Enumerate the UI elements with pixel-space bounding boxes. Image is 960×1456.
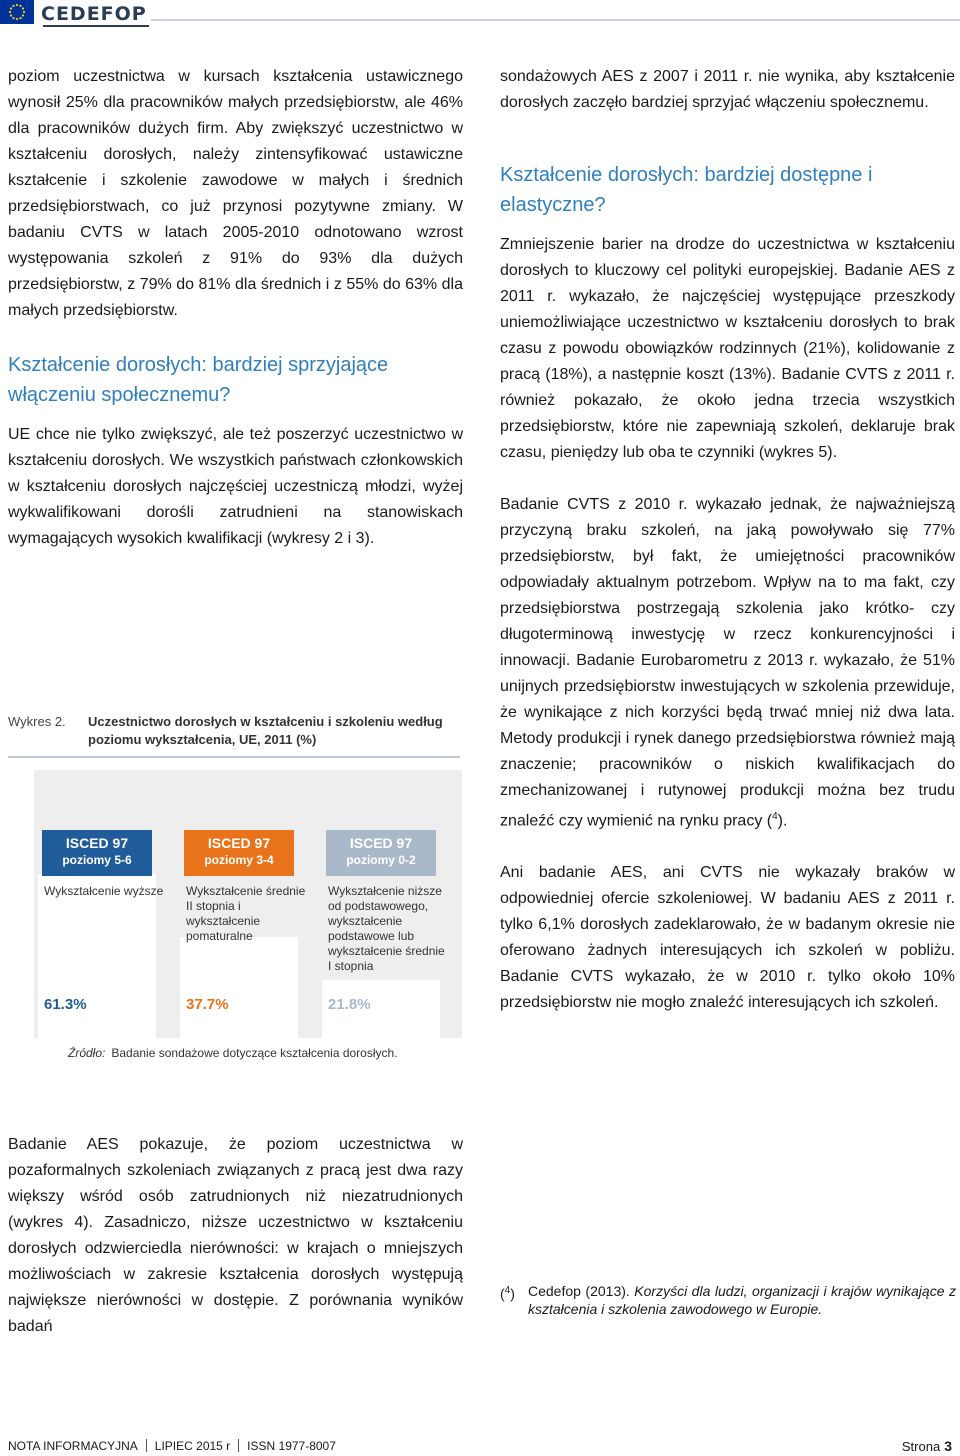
page-label: Strona — [901, 1439, 941, 1454]
chart-bar — [180, 937, 298, 1038]
participation-value-label: 37.7% — [186, 996, 229, 1013]
isced-levels: poziomy 0-2 — [346, 853, 416, 867]
page-header — [0, 0, 960, 34]
section-heading-inclusion: Kształcenie dorosłych: bardziej sprzyjające włączeniu społecznemu? — [8, 354, 389, 406]
right-column — [500, 64, 955, 1016]
participation-value-label: 61.3% — [44, 996, 87, 1013]
footnote-citation: Cedefop (2013). — [528, 1283, 635, 1299]
chart-header — [8, 708, 463, 754]
footer-issn: ISSN 1977-8007 — [247, 1439, 336, 1453]
left-column — [8, 64, 463, 552]
isced-level-box — [42, 830, 152, 876]
right-paragraph-3-end: ). — [777, 812, 788, 830]
chart-label: Wykres 2. — [8, 714, 66, 729]
footnote-text — [528, 1282, 956, 1318]
chart-source — [68, 1046, 398, 1060]
footnote — [500, 1282, 956, 1318]
isced-levels: poziomy 5-6 — [62, 853, 132, 867]
left-paragraph-1: poziom uczestnictwa w kursach kształcenia ustawicznego wynosił 25% dla pracowników małych przedsiębiorstw, ale 46% dla pracowników dużych firm. Aby zwiększyć uczestnictwo w kształceniu dorosłych, należy zintensyfikować ustawiczne kształcenie i szkolenie zawodowe w małych i średnich przedsiębiorstwach, co już przynosi pozytywne zmiany. W badaniu CVTS w latach 2005-2010 odnotowano wzrost występowania szkoleń z 91% do 93% dla dużych przedsiębiorstw, z 79% do 81% dla średnich i z 55% do 63% dla małych przedsiębiorstw. — [8, 68, 463, 319]
right-paragraph-1: sondażowych AES z 2007 i 2011 r. nie wynika, aby kształcenie dorosłych zaczęło bardziej sprzyjać włączeniu społecznemu. — [500, 68, 955, 111]
footer-meta — [8, 1439, 336, 1453]
right-paragraph-3 — [500, 492, 955, 834]
right-paragraph-3-text: Badanie CVTS z 2010 r. wykazało jednak, że najważniejszą przyczyną braku szkoleń, na jaką powoływało się 77% przedsiębiorstw, był fakt, że umiejętności pracowników odpowiadały aktualnym potrzebom. Wpływ na to ma fakt, czy przedsiębiorstwa postrzegają szkolenia jako krótko- czy długoterminową inwestycję w rzecz konkurencyjności i innowacji. Badanie Eurobarometru z 2013 r. wykazało, że 51% unijnych przedsiębiorstw inwestujących w szkolenia przewiduje, że wynikające z nich korzyści będą trwać mniej niż dwa lata. Metody produkcji i rynek danego przedsiębiorstwa również mają znaczenie; pracowników o niskich kwalifikacjach do zmechanizowanej i rutynowej produkcji można bez trudu znaleźć czy wymienić na rynku pracy ( — [500, 496, 955, 830]
section-heading-access: Kształcenie dorosłych: bardziej dostępne i elastyczne? — [500, 164, 873, 216]
chart-plot-area — [34, 770, 462, 1038]
chart-title: Uczestnictwo dorosłych w kształceniu i szkoleniu według poziomu wykształcenia, UE, 2011 (%) — [88, 714, 443, 747]
footer-page — [902, 1438, 952, 1454]
chart-wykres-2 — [8, 708, 463, 1058]
cedefop-logo — [41, 3, 151, 27]
footnote-title: Korzyści dla ludzi, organizacji i krajów wynikające z kształcenia i szkolenia zawodowego w Europie. — [528, 1283, 956, 1317]
logo-text: CEDEFOP — [41, 3, 147, 25]
footnote-close: ) — [510, 1285, 515, 1302]
source-label: Źródło: — [68, 1046, 106, 1060]
education-level-label: Wykształcenie wyższe — [44, 884, 164, 898]
left-paragraph-3: Badanie AES pokazuje, że poziom uczestnictwa w pozaformalnych szkoleniach związanych z pracą jest dwa razy większy wśród osób zatrudnionych niż niezatrudnionych (wykres 4). Zasadniczo, niższe uczestnictwo w kształceniu dorosłych odzwierciedla nierówności: w krajach o mniejszych możliwościach w zakresie kształcenia dorosłych występują największe nierówności w dostępie. Z porównania wyników badań — [8, 1136, 463, 1335]
education-level-label: Wykształcenie niższe od podstawowego, wykształcenie podstawowe lub wykształcenie średnie I stopnia — [328, 884, 445, 973]
footnote-number — [500, 1282, 515, 1303]
footer-date: LIPIEC 2015 r — [154, 1439, 231, 1453]
source-text: Badanie sondażowe dotyczące kształcenia dorosłych. — [111, 1046, 398, 1060]
isced-level-box — [326, 830, 436, 876]
footnote-open: ( — [500, 1285, 505, 1302]
isced-code: ISCED 97 — [349, 835, 413, 851]
left-column-bottom — [8, 1132, 463, 1340]
isced-levels: poziomy 3-4 — [204, 853, 274, 867]
footnote-ref: 4 — [772, 811, 778, 822]
left-paragraph-2: UE chce nie tylko zwiększyć, ale też poszerzyć uczestnictwo w kształceniu dorosłych. We wszystkich państwach członkowskich w kształceniu dorosłych najczęściej uczestniczą młodzi, wyżej wykwalifikowani dorośli zatrudnieni na stanowiskach wymagających wysokich kwalifikacji (wykresy 2 i 3). — [8, 426, 463, 547]
footer-doc-type: NOTA INFORMACYJNA — [8, 1439, 138, 1453]
right-paragraph-2: Zmniejszenie barier na drodze do uczestnictwa w kształceniu dorosłych to kluczowy cel polityki europejskiej. Badanie AES z 2011 r. wykazało, że najczęściej występujące przeszkody uniemożliwiające uczestnictwo w kształceniu dorosłych to brak czasu z powodu obowiązków rodzinnych (21%), kolidowanie z pracą (18%), a następnie koszt (13%). Badanie CVTS z 2011 r. również pokazało, że około jedna trzecia wszystkich przedsiębiorstw, które nie zapewniają szkoleń, deklaruje brak czasu, pieniędzy lub oba te czynniki (wykres 5). — [500, 236, 955, 461]
eu-flag-icon — [0, 0, 34, 24]
isced-code: ISCED 97 — [65, 835, 129, 851]
right-paragraph-4: Ani badanie AES, ani CVTS nie wykazały braków w odpowiedniej ofercie szkoleniowej. W badaniu AES z 2011 r. tylko 6,1% dorosłych zadeklarowało, że w badanym okresie nie oferowano żadnych interesujących ich szkoleń w pobliżu. Badanie CVTS wykazało, że w 2010 r. tylko około 10% przedsiębiorstw nie mogło znaleźć interesujących ich szkoleń. — [500, 864, 955, 1012]
isced-code: ISCED 97 — [207, 835, 271, 851]
header-rule — [151, 19, 960, 21]
page-footer — [0, 1437, 960, 1456]
participation-value-label: 21.8% — [328, 996, 371, 1013]
isced-level-box — [184, 830, 294, 876]
education-level-label: Wykształcenie średnie II stopnia i wykształcenie pomaturalne — [186, 884, 306, 943]
chart-rule — [8, 756, 460, 758]
footnote-sup: 4 — [504, 1285, 511, 1296]
page-number: 3 — [944, 1438, 952, 1454]
